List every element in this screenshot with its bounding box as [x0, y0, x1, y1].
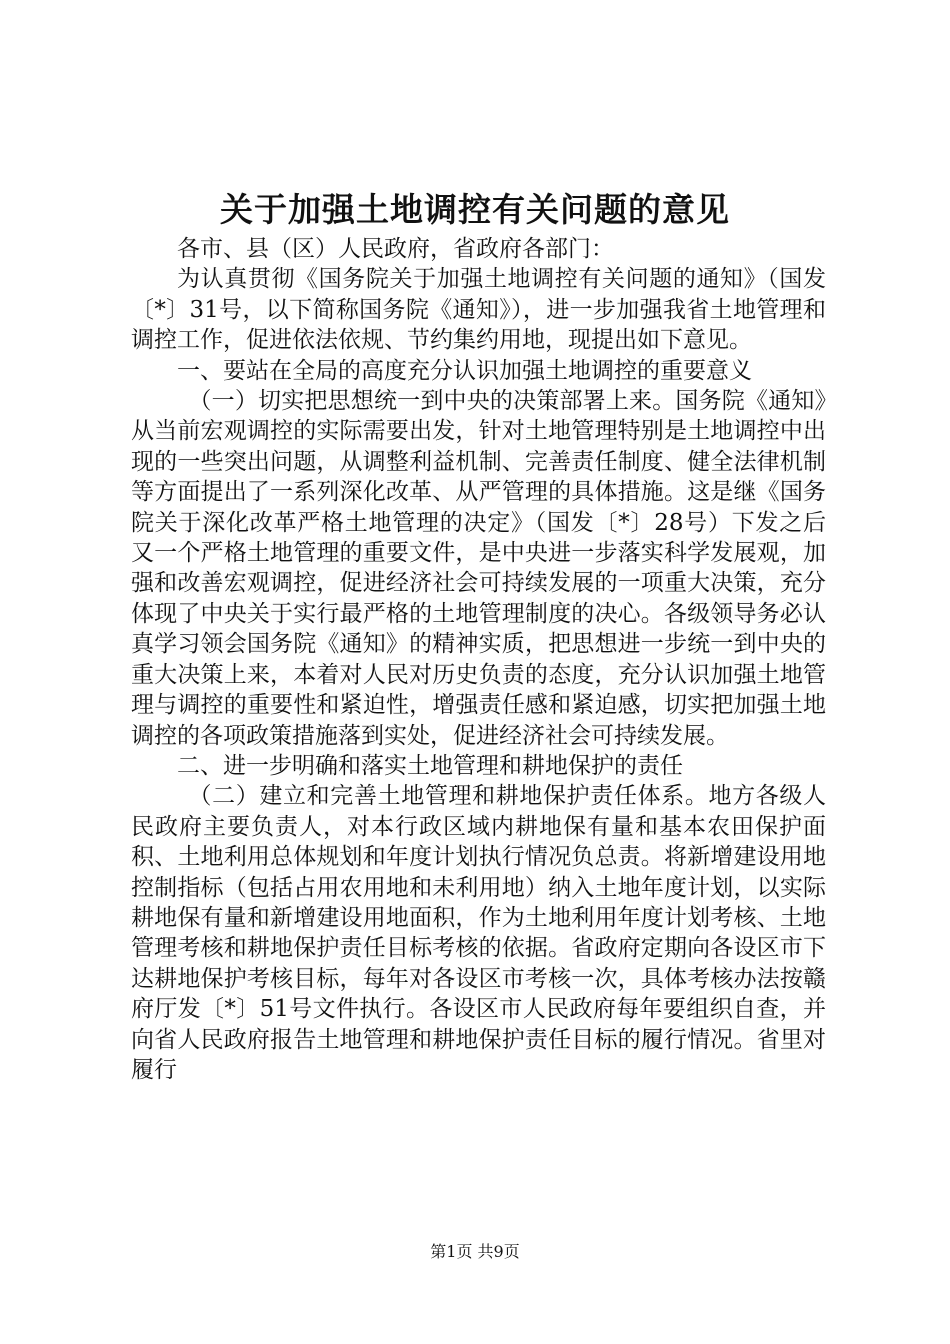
paragraph-salutation: 各市、县（区）人民政府，省政府各部门： [177, 236, 614, 262]
document-title: 关于加强土地调控有关问题的意见 [220, 190, 730, 229]
section-heading-2: 二、进一步明确和落实土地管理和耕地保护的责任 [177, 752, 683, 779]
page-number-footer: 第1页 共9页 [430, 1242, 520, 1261]
paragraph-item-1: （一）切实把思想统一到中央的决策部署上来。国务院《通知》从当前宏观调控的实际需要出发，针对土地管理特别是土地调控中出现的一些突出问题，从调整利益机制、完善责任制度、健全法律机制等方面提出了一系列深化改革、从严管理的具体措施。这是继《国务院关于深化改革严格土地管理的决定》（国发〔*〕28号）下发之后又一个严格土地管理的重要文件，是中央进一步落实科学发展观，加强和改善宏观调控，促进经济社会可持续发展的一项重大决策，充分体现了中央关于实行最严格的土地管理制度的决心。各级领导务必认真学习领会国务院《通知》的精神实质，把思想进一步统一到中央的重大决策上来，本着对人民对历史负责的态度，充分认识加强土地管理与调控的重要性和紧迫性，增强责任感和紧迫感，切实把加强土地调控的各项政策措施落到实处，促进经济社会可持续发展。 [131, 388, 826, 749]
paragraph-intro: 为认真贯彻《国务院关于加强土地调控有关问题的通知》（国发〔*〕31号，以下简称国务院《通知》），进一步加强我省土地管理和调控工作，促进依法依规、节约集约用地，现提出如下意见。 [131, 266, 826, 354]
paragraph-item-2: （二）建立和完善土地管理和耕地保护责任体系。地方各级人民政府主要负责人，对本行政区域内耕地保有量和基本农田保护面积、土地利用总体规划和年度计划执行情况负总责。将新增建设用地控制指标（包括占用农用地和未利用地）纳入土地年度计划，以实际耕地保有量和新增建设用地面积，作为土地利用年度计划考核、土地管理考核和耕地保护责任目标考核的依据。省政府定期向各设区市下达耕地保护考核目标，每年对各设区市考核一次，具体考核办法按赣府厅发〔*〕51号文件执行。各设区市人民政府每年要组织自查，并向省人民政府报告土地管理和耕地保护责任目标的履行情况。省里对履行 [131, 783, 826, 1083]
document-body [131, 234, 826, 1085]
section-heading-1: 一、要站在全局的高度充分认识加强土地调控的重要意义 [177, 357, 752, 384]
